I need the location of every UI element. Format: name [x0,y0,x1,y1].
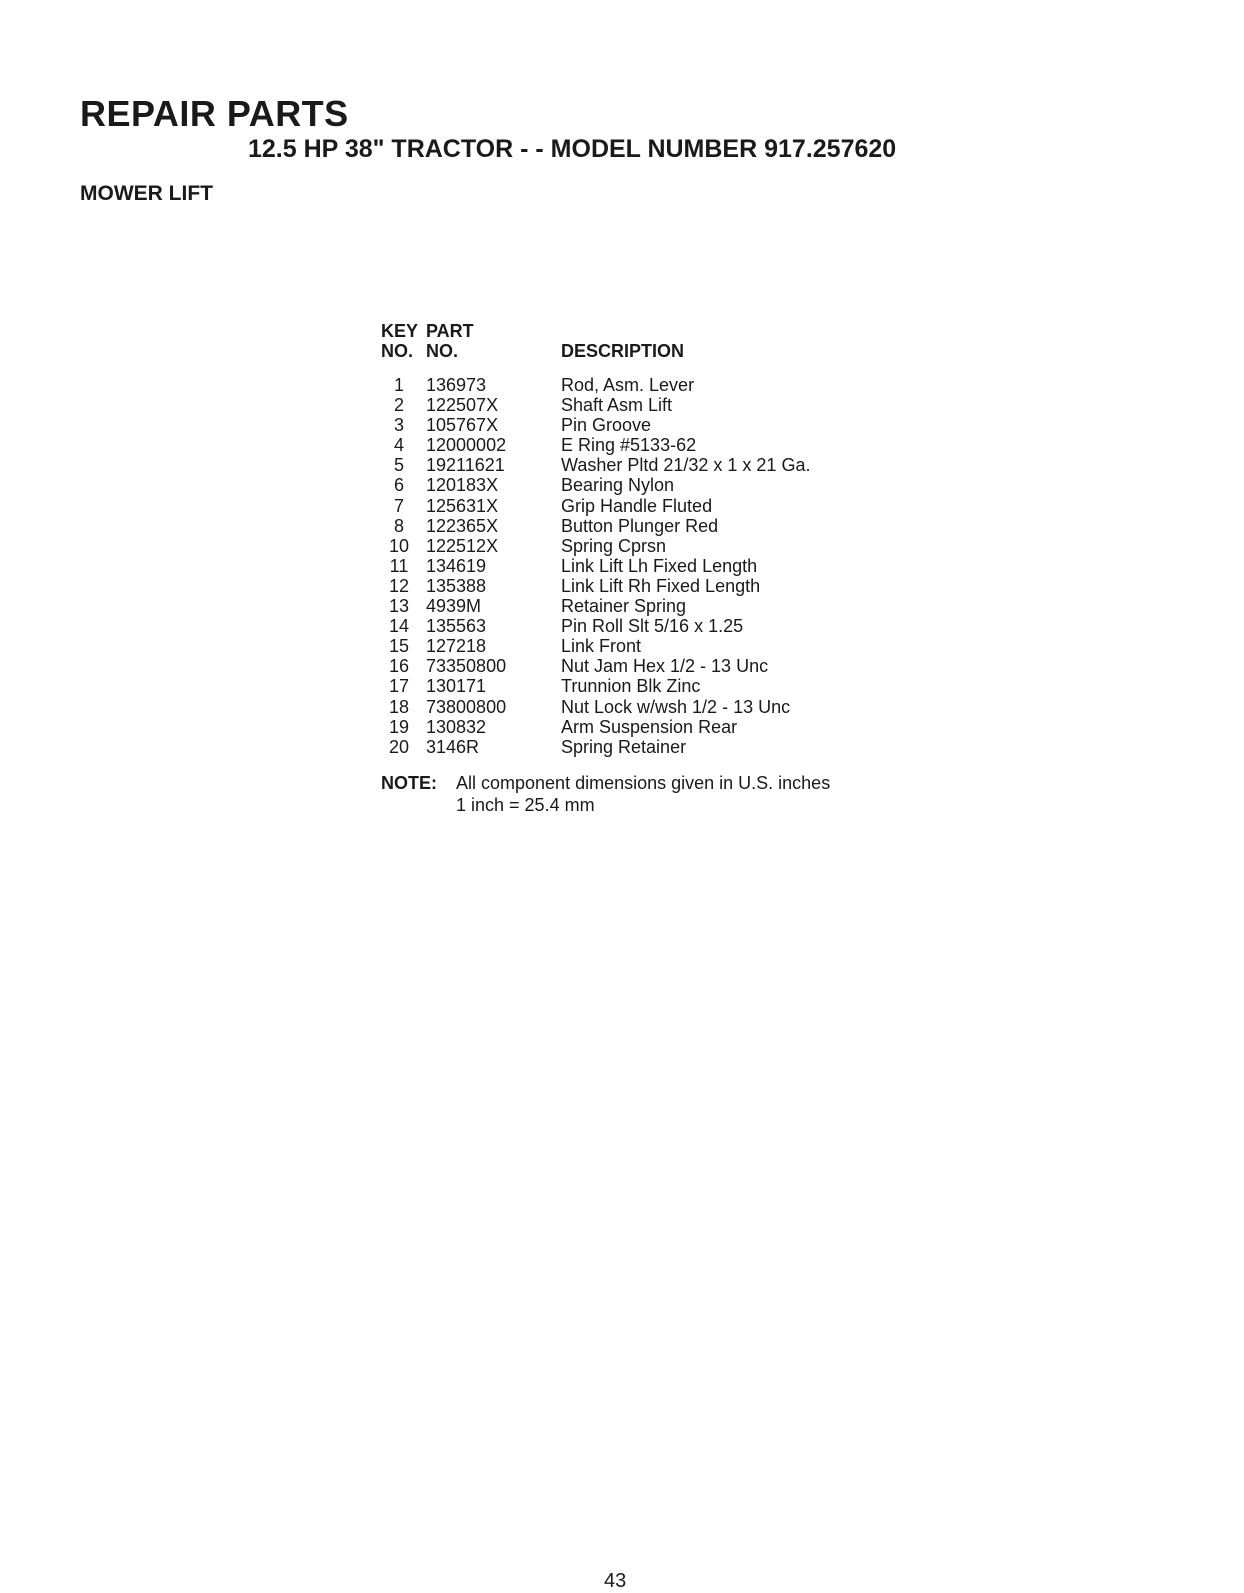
key-no: 17 [388,676,410,697]
part-no: 130171 [426,676,487,697]
header-part-line2: NO. [426,341,459,361]
part-no: 136973 [426,375,487,395]
description: Shaft Asm Lift [561,395,673,416]
description: Bearing Nylon [561,475,675,496]
key-no: 15 [388,636,410,657]
description: E Ring #5133-62 [561,435,697,456]
header-description: DESCRIPTION [561,341,685,361]
header-key-line1: KEY [381,321,419,341]
description: Spring Cprsn [561,535,667,556]
key-no: 11 [389,555,409,576]
part-no: 105767X [426,415,499,436]
key-no: 6 [393,475,404,496]
part-no: 134619 [426,555,487,576]
note-text: All component dimensions given in U.S. inches [456,773,831,793]
part-no: 130832 [426,716,487,737]
description: Link Lift Rh Fixed Length [561,575,761,596]
note-label: NOTE: [381,773,437,793]
part-no: 122512X [426,535,499,556]
description: Trunnion Blk Zinc [561,676,701,697]
page-title: REPAIR PARTS [80,93,349,134]
key-no: 4 [393,435,404,456]
key-no: 8 [393,515,404,536]
page-number: 43 [604,1570,627,1592]
section-title: MOWER LIFT [80,182,213,205]
header-part-no [426,321,474,361]
part-no: 122365X [426,515,499,536]
description: Nut Lock w/wsh 1/2 - 13 Unc [561,696,791,717]
description: Pin Roll Slt 5/16 x 1.25 [561,616,744,637]
part-no: 4939M [426,596,482,617]
description: Link Front [561,636,642,657]
part-no: 135388 [426,575,487,596]
note [381,772,830,816]
part-no: 12000002 [426,435,507,456]
part-no: 73350800 [426,656,507,677]
description: Pin Groove [561,415,652,436]
description: Rod, Asm. Lever [561,375,695,395]
key-no: 3 [393,415,404,436]
header-key-line2: NO. [381,341,414,361]
key-no: 16 [388,656,410,677]
note-line2: 1 inch = 25.4 mm [456,795,595,815]
description: Washer Pltd 21/32 x 1 x 21 Ga. [561,455,811,476]
key-no: 1 [393,375,404,395]
key-no: 12 [388,575,410,596]
key-no: 20 [388,736,410,757]
key-no: 19 [388,716,410,737]
header-key-no [381,321,418,361]
description: Retainer Spring [561,596,687,617]
description: Arm Suspension Rear [561,716,738,737]
part-no: 127218 [426,636,487,657]
key-no: 14 [388,616,410,637]
part-no: 3146R [426,736,480,757]
key-no: 2 [393,395,404,416]
description: Button Plunger Red [561,515,719,536]
description: Spring Retainer [561,736,687,757]
key-no: 5 [393,455,404,476]
part-no: 120183X [426,475,499,496]
description: Nut Jam Hex 1/2 - 13 Unc [561,656,769,677]
part-no: 135563 [426,616,487,637]
part-no: 73800800 [426,696,507,717]
note-line1 [381,772,830,794]
header-part-line1: PART [426,321,474,341]
part-no: 125631X [426,495,499,516]
part-no: 122507X [426,395,499,416]
page-subtitle: 12.5 HP 38" TRACTOR - - MODEL NUMBER 917.257620 [248,135,897,163]
key-no: 13 [388,596,410,617]
key-no: 10 [388,535,410,556]
description: Link Lift Lh Fixed Length [561,555,758,576]
part-no: 19211621 [426,455,505,476]
description: Grip Handle Fluted [561,495,713,516]
key-no: 18 [388,696,410,717]
key-no: 7 [393,495,404,516]
